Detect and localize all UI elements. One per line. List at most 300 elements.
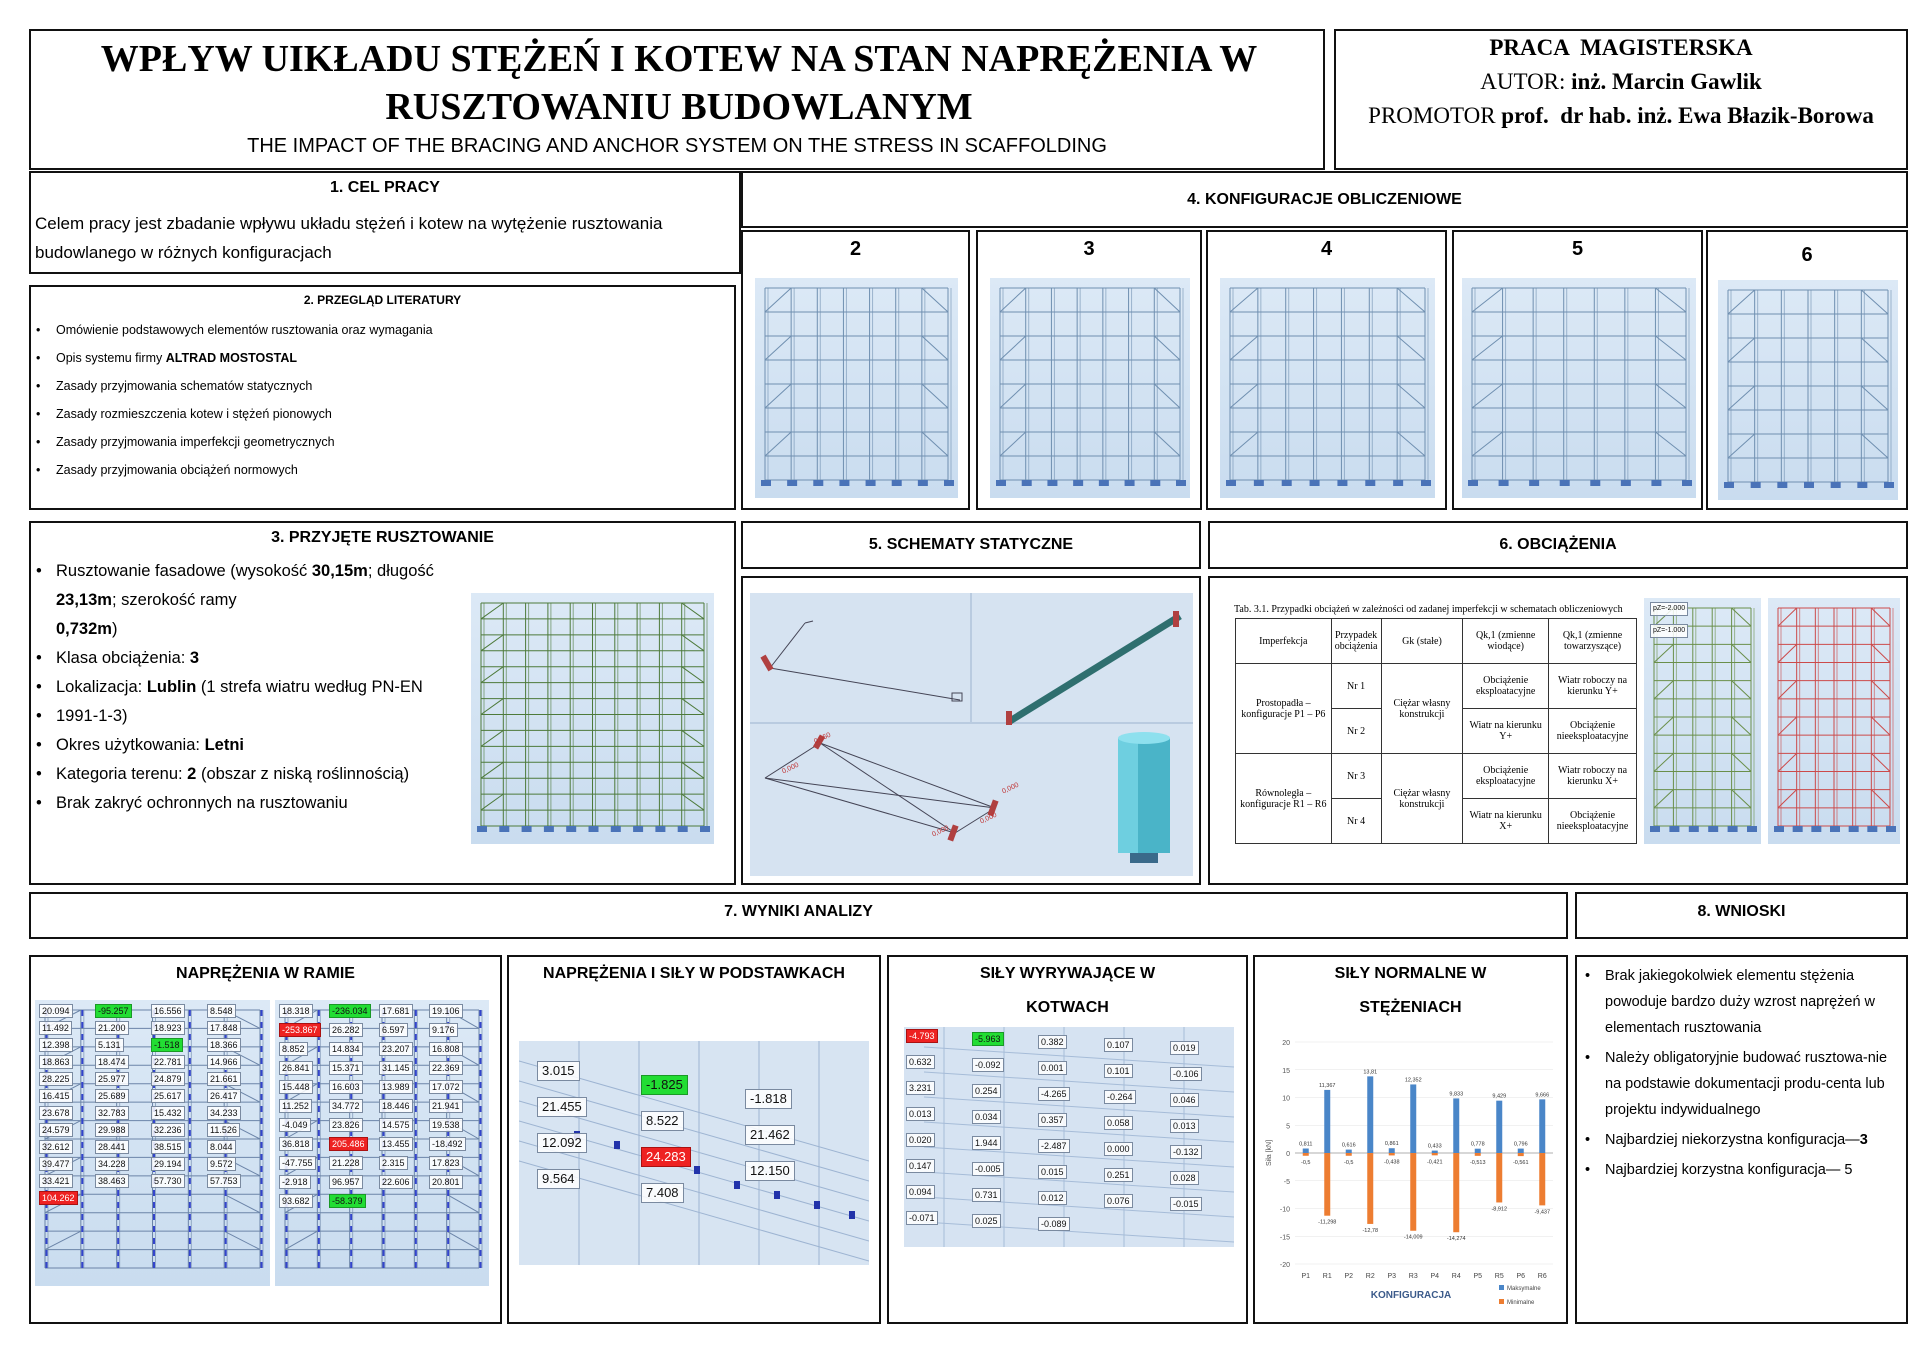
result-value-label: -0.015 bbox=[1170, 1197, 1202, 1211]
result-value-label: -0.106 bbox=[1170, 1067, 1202, 1081]
result-value-label: 9.572 bbox=[207, 1157, 236, 1171]
chart-legend-swatch bbox=[1499, 1285, 1504, 1290]
chart-data-label: -0,421 bbox=[1426, 1159, 1443, 1166]
result-value-label: 1.944 bbox=[972, 1136, 1001, 1150]
chart-bar bbox=[1389, 1153, 1395, 1155]
chart-xtick: R4 bbox=[1451, 1273, 1461, 1280]
chart-legend-label: Minimalne bbox=[1507, 1300, 1535, 1306]
literature-list bbox=[56, 323, 433, 491]
literature-item: • Zasady rozmieszczenia kotew i stężeń pionowych bbox=[56, 407, 433, 435]
config-number: 3 bbox=[1083, 238, 1095, 260]
chart-bar bbox=[1324, 1153, 1330, 1216]
loads-table: Imperfekcja Przypadek obciążenia Gk (stałe) Qk,1 (zmienne wiodące) Qk,1 (zmienne towarzyszące) Prostopadła – konfiguracje P1 – P6 Nr 1 Ciężar własny konstrukcji Obciążenie eksploatacyjne Wiatr roboczy na kierunku Y+ Nr 2 Wiatr na kierunku Y+ Obciążenie nieeksploatacyjne Równoległa – konfiguracje R1 – R6 Nr 3 Ciężar własny konstrukcji Obciążenie eksploatacyjne Wiatr roboczy na kierunku X+ Nr 4 Wiatr na kierunku X+ Obciążenie nieeksploatacyjne bbox=[1235, 618, 1637, 844]
result-value-label: -4.265 bbox=[1038, 1087, 1070, 1101]
scaffold-item: • 1991-1-3) bbox=[56, 702, 496, 731]
chart-data-label: 9,666 bbox=[1535, 1092, 1550, 1099]
result-value-label: 36.818 bbox=[279, 1137, 313, 1151]
section-results-title: 7. WYNIKI ANALIZY bbox=[724, 903, 873, 920]
result-value-label: -236.034 bbox=[329, 1004, 371, 1018]
dimension-label: 0,000 bbox=[1001, 781, 1020, 796]
config-panel-5 bbox=[1452, 230, 1703, 510]
result-value-label: 5.131 bbox=[95, 1038, 124, 1052]
result-value-label: 0.101 bbox=[1104, 1064, 1133, 1078]
chart-data-label: 0,616 bbox=[1341, 1142, 1356, 1149]
config-number: 5 bbox=[1571, 238, 1584, 260]
result-value-label: 0.015 bbox=[1038, 1165, 1067, 1179]
result-value-label: -47.755 bbox=[279, 1156, 316, 1170]
result-value-label: -2.918 bbox=[279, 1175, 311, 1189]
result-value-label: -5.963 bbox=[972, 1032, 1004, 1046]
chart-data-label: 9,429 bbox=[1492, 1093, 1507, 1100]
conclusions-list bbox=[1605, 963, 1901, 1183]
result-value-label: 18.366 bbox=[207, 1038, 241, 1052]
chart-bar bbox=[1303, 1148, 1309, 1153]
chart-xtick: P6 bbox=[1516, 1273, 1526, 1280]
chart-bar bbox=[1346, 1153, 1352, 1156]
base-stress-image bbox=[519, 1041, 869, 1265]
result-value-label: 3.015 bbox=[537, 1061, 580, 1081]
result-value-label: 16.808 bbox=[429, 1042, 463, 1056]
chart-ytick: 0 bbox=[1286, 1151, 1290, 1158]
result-value-label: -253.867 bbox=[279, 1023, 321, 1037]
result-value-label: 0.013 bbox=[1170, 1119, 1199, 1133]
results-frame-stress bbox=[29, 955, 502, 1324]
chart-xtick: P2 bbox=[1344, 1273, 1354, 1280]
result-value-label: 19.106 bbox=[429, 1004, 463, 1018]
result-value-label: 0.034 bbox=[972, 1110, 1001, 1124]
chart-data-label: -11,298 bbox=[1318, 1219, 1337, 1226]
literature-item: • Omówienie podstawowych elementów rusztowania oraz wymagania bbox=[56, 323, 433, 351]
chart-bar bbox=[1324, 1090, 1330, 1153]
result-value-label: 8.522 bbox=[641, 1111, 684, 1131]
result-value-label: 39.477 bbox=[39, 1157, 73, 1171]
chart-bar bbox=[1303, 1153, 1309, 1156]
result-value-label: 29.194 bbox=[151, 1157, 185, 1171]
chart-xlabel: KONFIGURACJA bbox=[1370, 1290, 1452, 1301]
result-value-label: 34.228 bbox=[95, 1157, 129, 1171]
result-value-label: 8.852 bbox=[279, 1042, 308, 1056]
scaffold-item: • Okres użytkowania: Letni bbox=[56, 731, 496, 760]
conclusion-item: • Należy obligatoryjnie budować rusztowa-nie na podstawie dokumentacji produ-centa lub projektu indywidualnego bbox=[1605, 1045, 1901, 1123]
section-goal-text: Celem pracy jest zbadanie wpływu układu stężeń i kotew na wytężenie rusztowania budowlanego w różnych konfiguracjach bbox=[35, 214, 663, 262]
chart-bar bbox=[1496, 1153, 1502, 1202]
chart-ytick: 5 bbox=[1286, 1123, 1290, 1131]
result-value-label: 26.282 bbox=[329, 1023, 363, 1037]
result-value-label: 18.446 bbox=[379, 1099, 413, 1113]
result-value-label: 6.597 bbox=[379, 1023, 408, 1037]
config-number: 4 bbox=[1320, 238, 1333, 260]
scaffold-item: • Klasa obciążenia: 3 bbox=[56, 644, 496, 673]
result-value-label: -0.089 bbox=[1038, 1217, 1070, 1231]
literature-item: • Zasady przyjmowania imperfekcji geometrycznych bbox=[56, 435, 433, 463]
chart-data-label: -12,78 bbox=[1362, 1227, 1379, 1234]
result-value-label: 15.448 bbox=[279, 1080, 313, 1094]
result-value-label: 11.526 bbox=[207, 1123, 240, 1137]
result-value-label: 25.977 bbox=[95, 1072, 129, 1086]
result-value-label: -0.092 bbox=[972, 1058, 1004, 1072]
section-static bbox=[741, 521, 1201, 569]
result-value-label: 8.044 bbox=[207, 1140, 236, 1154]
result-value-label: 33.421 bbox=[39, 1174, 73, 1188]
result-value-label: 22.781 bbox=[151, 1055, 185, 1069]
dimension-label: 0,000 bbox=[931, 824, 950, 839]
chart-bar bbox=[1539, 1153, 1545, 1205]
result-value-label: 19.538 bbox=[429, 1118, 463, 1132]
section-static-title: 5. SCHEMATY STATYCZNE bbox=[868, 536, 1074, 553]
config-panel-3 bbox=[976, 230, 1202, 510]
config-panel-2 bbox=[741, 230, 970, 510]
result-value-label: 24.879 bbox=[151, 1072, 185, 1086]
config-image bbox=[1718, 280, 1898, 500]
config-image bbox=[1462, 278, 1696, 498]
result-value-label: 18.863 bbox=[39, 1055, 73, 1069]
result-value-label: 13.989 bbox=[379, 1080, 413, 1094]
chart-bar bbox=[1410, 1153, 1416, 1231]
chart-data-label: -0,5 bbox=[1301, 1159, 1311, 1166]
config-panel-6 bbox=[1706, 230, 1908, 510]
chart-xtick: R2 bbox=[1365, 1273, 1375, 1280]
chart-bar bbox=[1453, 1153, 1459, 1232]
result-value-label: 29.988 bbox=[95, 1123, 129, 1137]
result-value-label: 21.941 bbox=[429, 1099, 463, 1113]
result-value-label: -18.492 bbox=[429, 1137, 466, 1151]
result-value-label: 0.013 bbox=[906, 1107, 935, 1121]
chart-data-label: -9,437 bbox=[1534, 1209, 1551, 1216]
result-value-label: 20.801 bbox=[429, 1175, 463, 1189]
title-box bbox=[29, 29, 1325, 170]
result-value-label: 17.681 bbox=[379, 1004, 413, 1018]
section-literature bbox=[29, 285, 736, 510]
section-loads-title: 6. OBCIĄŻENIA bbox=[1499, 536, 1617, 553]
results-anchor-title-2: KOTWACH bbox=[1026, 999, 1109, 1016]
result-value-label: 0.147 bbox=[906, 1159, 935, 1173]
chart-bar bbox=[1389, 1148, 1395, 1153]
author-label: AUTOR: bbox=[1480, 69, 1566, 94]
result-value-label: 0.012 bbox=[1038, 1191, 1067, 1205]
load-model-image-1 bbox=[1644, 598, 1761, 844]
result-value-label: -0.264 bbox=[1104, 1090, 1136, 1104]
chart-ytick: -20 bbox=[1279, 1262, 1290, 1269]
thesis-type: PRACA MAGISTERSKA bbox=[1489, 35, 1753, 60]
chart-bar bbox=[1346, 1150, 1352, 1153]
anchor-forces-image bbox=[904, 1027, 1234, 1247]
chart-bar bbox=[1518, 1149, 1524, 1153]
result-value-label: 57.730 bbox=[151, 1174, 185, 1188]
static-figure-box bbox=[741, 576, 1201, 885]
result-value-label: -58.379 bbox=[329, 1194, 366, 1208]
result-value-label: 31.145 bbox=[379, 1061, 413, 1075]
result-value-label: 104.262 bbox=[39, 1191, 78, 1205]
result-value-label: 9.176 bbox=[429, 1023, 458, 1037]
chart-xtick: R5 bbox=[1494, 1273, 1504, 1280]
chart-bar bbox=[1518, 1153, 1524, 1156]
dimension-label: 0,050 bbox=[813, 731, 832, 746]
result-value-label: -95.257 bbox=[95, 1004, 132, 1018]
result-value-label: 21.455 bbox=[537, 1097, 587, 1117]
result-value-label: 0.001 bbox=[1038, 1061, 1067, 1075]
chart-xtick: R3 bbox=[1408, 1273, 1418, 1280]
loads-table-caption: Tab. 3.1. Przypadki obciążeń w zależności od zadanej imperfekcji w schematach obliczeniowych bbox=[1234, 604, 1623, 615]
result-value-label: 17.823 bbox=[429, 1156, 463, 1170]
result-value-label: 38.463 bbox=[95, 1174, 129, 1188]
author-line bbox=[1336, 69, 1906, 95]
poster-title-en: THE IMPACT OF THE BRACING AND ANCHOR SYSTEM ON THE STRESS IN SCAFFOLDING bbox=[247, 135, 1107, 157]
chart-ytick: 20 bbox=[1282, 1040, 1290, 1047]
literature-item: • Opis systemu firmy ALTRAD MOSTOSTAL bbox=[56, 351, 433, 379]
section-literature-title: 2. PRZEGLĄD LITERATURY bbox=[303, 293, 462, 307]
result-value-label: 28.441 bbox=[95, 1140, 129, 1154]
results-bracing-forces bbox=[1253, 955, 1568, 1324]
chart-data-label: 0,811 bbox=[1299, 1141, 1313, 1148]
result-value-label: 23.678 bbox=[39, 1106, 73, 1120]
results-frame-stress-title: NAPRĘŻENIA W RAMIE bbox=[176, 965, 355, 982]
chart-xtick: P4 bbox=[1430, 1273, 1440, 1280]
result-value-label: 24.283 bbox=[641, 1147, 691, 1167]
chart-xtick: P5 bbox=[1473, 1273, 1483, 1280]
chart-ytick: -5 bbox=[1283, 1178, 1290, 1186]
result-value-label: 3.231 bbox=[906, 1081, 935, 1095]
conclusion-item: • Najbardziej korzystna konfiguracja— 5 bbox=[1605, 1157, 1901, 1183]
chart-data-label: 9,833 bbox=[1449, 1091, 1464, 1098]
result-value-label: 14.966 bbox=[207, 1055, 241, 1069]
chart-data-label: 11,367 bbox=[1319, 1082, 1336, 1089]
chart-legend-label: Maksymalne bbox=[1507, 1286, 1541, 1292]
results-base-stress bbox=[507, 955, 881, 1324]
result-value-label: 18.923 bbox=[151, 1021, 185, 1035]
chart-xtick: P3 bbox=[1387, 1273, 1397, 1280]
literature-item: • Zasady przyjmowania schematów statycznych bbox=[56, 379, 433, 407]
result-value-label: 11.252 bbox=[279, 1099, 312, 1113]
result-value-label: 32.236 bbox=[151, 1123, 185, 1137]
author-name: inż. Marcin Gawlik bbox=[1571, 69, 1762, 94]
result-value-label: 0.254 bbox=[972, 1084, 1001, 1098]
chart-data-label: 0,796 bbox=[1513, 1141, 1528, 1148]
chart-data-label: -0,438 bbox=[1383, 1159, 1400, 1166]
load-label: pZ=-2.000 bbox=[1650, 602, 1688, 616]
section-goal-title: 1. CEL PRACY bbox=[330, 179, 440, 196]
result-value-label: 0.632 bbox=[906, 1055, 935, 1069]
chart-ytick: -15 bbox=[1279, 1234, 1290, 1242]
results-bracing-title-1: SIŁY NORMALNE W bbox=[1334, 965, 1487, 982]
dimension-label: 0,000 bbox=[781, 761, 800, 776]
result-value-label: 0.019 bbox=[1170, 1041, 1199, 1055]
conclusions-box bbox=[1575, 955, 1908, 1324]
scaffold-item: • Lokalizacja: Lublin (1 strefa wiatru według PN-EN bbox=[56, 673, 496, 702]
result-value-label: 0.731 bbox=[972, 1188, 1001, 1202]
result-value-label: 25.689 bbox=[95, 1089, 129, 1103]
frame-stress-image-b bbox=[275, 1000, 489, 1286]
load-model-image-2 bbox=[1768, 598, 1900, 844]
result-value-label: 96.957 bbox=[329, 1175, 363, 1189]
chart-data-label: 0,861 bbox=[1384, 1141, 1399, 1148]
chart-data-label: -0,5 bbox=[1344, 1159, 1354, 1166]
scaffold-item: • Brak zakryć ochronnych na rusztowaniu bbox=[56, 789, 496, 818]
scaffold-item: • Rusztowanie fasadowe (wysokość 30,15m; długość 23,13m; szerokość ramy 0,732m) bbox=[56, 557, 496, 644]
result-value-label: 26.417 bbox=[207, 1089, 241, 1103]
chart-ytick: -10 bbox=[1279, 1206, 1290, 1214]
result-value-label: -1.825 bbox=[641, 1075, 688, 1095]
chart-bar bbox=[1432, 1151, 1438, 1153]
result-value-label: 2.315 bbox=[379, 1156, 408, 1170]
result-value-label: 22.606 bbox=[379, 1175, 413, 1189]
result-value-label: 14.575 bbox=[379, 1118, 413, 1132]
chart-bar bbox=[1410, 1084, 1416, 1153]
result-value-label: 17.848 bbox=[207, 1021, 241, 1035]
result-value-label: 0.000 bbox=[1104, 1142, 1133, 1156]
chart-bar bbox=[1475, 1149, 1481, 1153]
result-value-label: -0.071 bbox=[906, 1211, 938, 1225]
chart-ytick: 15 bbox=[1282, 1067, 1290, 1075]
result-value-label: 21.462 bbox=[745, 1125, 795, 1145]
result-value-label: -0.132 bbox=[1170, 1145, 1202, 1159]
chart-data-label: 0,778 bbox=[1470, 1141, 1485, 1148]
result-value-label: -1.518 bbox=[151, 1038, 183, 1052]
chart-bar bbox=[1496, 1101, 1502, 1153]
section-configs bbox=[741, 171, 1908, 228]
chart-data-label: -0,513 bbox=[1469, 1159, 1486, 1166]
result-value-label: 21.228 bbox=[329, 1156, 363, 1170]
result-value-label: -2.487 bbox=[1038, 1139, 1070, 1153]
chart-bar bbox=[1475, 1153, 1481, 1156]
result-value-label: 15.432 bbox=[151, 1106, 185, 1120]
chart-bar bbox=[1539, 1099, 1545, 1153]
chart-xtick: R1 bbox=[1322, 1273, 1332, 1280]
promotor-line bbox=[1336, 103, 1906, 129]
config-image bbox=[990, 278, 1190, 498]
result-value-label: 8.548 bbox=[207, 1004, 236, 1018]
result-value-label: 21.661 bbox=[207, 1072, 241, 1086]
promotor-label: PROMOTOR bbox=[1368, 103, 1496, 128]
result-value-label: 26.841 bbox=[279, 1061, 313, 1075]
result-value-label: 0.107 bbox=[1104, 1038, 1133, 1052]
result-value-label: 93.682 bbox=[279, 1194, 313, 1208]
chart-data-label: -0,561 bbox=[1512, 1160, 1529, 1167]
chart-legend-swatch bbox=[1499, 1299, 1504, 1304]
promotor-name: prof. dr hab. inż. Ewa Błazik-Borowa bbox=[1501, 103, 1874, 128]
result-value-label: 0.094 bbox=[906, 1185, 935, 1199]
result-value-label: 7.408 bbox=[641, 1183, 684, 1203]
result-value-label: 0.058 bbox=[1104, 1116, 1133, 1130]
result-value-label: 11.492 bbox=[39, 1021, 72, 1035]
chart-data-label: 0,433 bbox=[1427, 1143, 1442, 1150]
bracing-forces-chart bbox=[1261, 1032, 1561, 1322]
result-value-label: -0.005 bbox=[972, 1162, 1004, 1176]
chart-bar bbox=[1432, 1153, 1438, 1155]
result-value-label: -4.049 bbox=[279, 1118, 311, 1132]
static-schema-image bbox=[750, 593, 1193, 876]
results-anchor-forces bbox=[887, 955, 1248, 1324]
result-value-label: 12.150 bbox=[745, 1161, 795, 1181]
result-value-label: 34.233 bbox=[207, 1106, 241, 1120]
result-value-label: 0.020 bbox=[906, 1133, 935, 1147]
result-value-label: 20.094 bbox=[39, 1004, 73, 1018]
section-results bbox=[29, 892, 1568, 939]
result-value-label: 25.617 bbox=[151, 1089, 185, 1103]
config-number: 2 bbox=[849, 238, 862, 260]
chart-data-label: -8,912 bbox=[1491, 1206, 1508, 1213]
results-base-stress-title: NAPRĘŻENIA I SIŁY W PODSTAWKACH bbox=[543, 965, 845, 982]
result-value-label: 57.753 bbox=[207, 1174, 241, 1188]
chart-bar bbox=[1367, 1153, 1373, 1224]
chart-ylabel: Siła [kN] bbox=[1266, 1139, 1273, 1167]
config-image bbox=[755, 278, 958, 498]
loads-figure-box bbox=[1208, 576, 1908, 885]
result-value-label: 12.398 bbox=[39, 1038, 73, 1052]
result-value-label: 9.564 bbox=[537, 1169, 580, 1189]
section-configs-title: 4. KONFIGURACJE OBLICZENIOWE bbox=[1187, 191, 1462, 208]
scaffold-list bbox=[56, 557, 496, 818]
result-value-label: 205.486 bbox=[329, 1137, 368, 1151]
result-value-label: 15.371 bbox=[329, 1061, 363, 1075]
conclusion-item: • Brak jakiegokolwiek elementu stężenia powoduje bardzo duży wzrost naprężeń w elementach rusztowania bbox=[1605, 963, 1901, 1041]
result-value-label: 34.772 bbox=[329, 1099, 363, 1113]
chart-bar bbox=[1453, 1098, 1459, 1153]
result-value-label: 16.556 bbox=[151, 1004, 185, 1018]
result-value-label: 23.826 bbox=[329, 1118, 363, 1132]
result-value-label: 0.028 bbox=[1170, 1171, 1199, 1185]
chart-data-label: 13,81 bbox=[1363, 1069, 1378, 1076]
result-value-label: 17.072 bbox=[429, 1080, 463, 1094]
result-value-label: 28.225 bbox=[39, 1072, 73, 1086]
result-value-label: 16.415 bbox=[39, 1089, 73, 1103]
section-conclusions-title: 8. WNIOSKI bbox=[1697, 903, 1786, 920]
result-value-label: 0.251 bbox=[1104, 1168, 1133, 1182]
config-image bbox=[1220, 278, 1435, 498]
result-value-label: 0.382 bbox=[1038, 1035, 1067, 1049]
chart-data-label: -14,274 bbox=[1446, 1236, 1466, 1243]
dimension-label: 0,000 bbox=[979, 811, 998, 826]
section-goal bbox=[29, 171, 741, 274]
result-value-label: 38.515 bbox=[151, 1140, 185, 1154]
result-value-label: 24.579 bbox=[39, 1123, 73, 1137]
result-value-label: 14.834 bbox=[329, 1042, 363, 1056]
result-value-label: 0.025 bbox=[972, 1214, 1001, 1228]
result-value-label: 18.474 bbox=[95, 1055, 129, 1069]
result-value-label: 32.612 bbox=[39, 1140, 73, 1154]
section-scaffold bbox=[29, 521, 736, 885]
poster-title-pl: WPŁYW UIKŁADU STĘŻEŃ I KOTEW NA STAN NAPRĘŻENIA W RUSZTOWANIU BUDOWLANYM bbox=[100, 38, 1258, 128]
conclusion-item: • Najbardziej niekorzystna konfiguracja—3 bbox=[1605, 1127, 1901, 1153]
result-value-label: 21.200 bbox=[95, 1021, 129, 1035]
results-bracing-title-2: STĘŻENIACH bbox=[1359, 999, 1462, 1016]
frame-stress-image-a bbox=[35, 1000, 270, 1286]
config-number: 6 bbox=[1801, 244, 1813, 266]
result-value-label: 23.207 bbox=[379, 1042, 413, 1056]
result-value-label: 16.603 bbox=[329, 1080, 363, 1094]
scaffold-model-image bbox=[471, 593, 714, 844]
section-scaffold-title: 3. PRZYJĘTE RUSZTOWANIE bbox=[271, 529, 494, 546]
result-value-label: 18.318 bbox=[279, 1004, 313, 1018]
chart-ytick: 10 bbox=[1282, 1095, 1290, 1103]
chart-data-label: -14,009 bbox=[1403, 1234, 1423, 1241]
section-conclusions bbox=[1575, 892, 1908, 939]
chart-xtick: R6 bbox=[1537, 1273, 1547, 1280]
result-value-label: 0.357 bbox=[1038, 1113, 1067, 1127]
result-value-label: -1.818 bbox=[745, 1089, 792, 1109]
config-panel-4 bbox=[1206, 230, 1447, 510]
load-label: pZ=-1.000 bbox=[1650, 624, 1688, 638]
result-value-label: -4.793 bbox=[906, 1029, 938, 1043]
literature-item: • Zasady przyjmowania obciążeń normowych bbox=[56, 463, 433, 491]
result-value-label: 13.455 bbox=[379, 1137, 413, 1151]
chart-data-label: 12,352 bbox=[1404, 1077, 1422, 1084]
scaffold-item: • Kategoria terenu: 2 (obszar z niską roślinnością) bbox=[56, 760, 496, 789]
result-value-label: 22.369 bbox=[429, 1061, 463, 1075]
result-value-label: 12.092 bbox=[537, 1133, 587, 1153]
result-value-label: 0.076 bbox=[1104, 1194, 1133, 1208]
result-value-label: 32.783 bbox=[95, 1106, 129, 1120]
result-value-label: 0.046 bbox=[1170, 1093, 1199, 1107]
